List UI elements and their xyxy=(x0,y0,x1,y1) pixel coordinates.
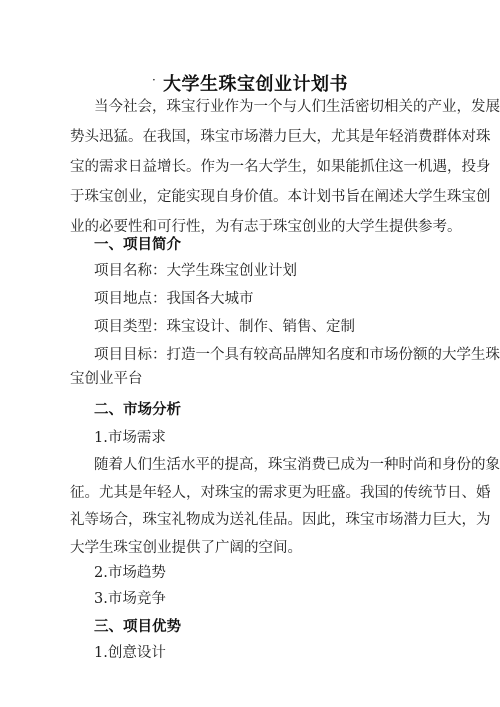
document-title: 大学生珠宝创业计划书 xyxy=(162,74,348,95)
project-location: 项目地点：我国各大城市 xyxy=(94,291,254,307)
market-demand-line-3: 礼等场合，珠宝礼物成为送礼佳品。因此，珠宝市场潜力巨大，为 xyxy=(70,512,491,528)
subheading-market-demand: 1.市场需求 xyxy=(94,430,166,446)
intro-line-1: 当今社会，珠宝行业作为一个与人们生活密切相关的产业，发展 xyxy=(94,99,500,115)
intro-line-3: 宝的需求日益增长。作为一名大学生，如果能抓住这一机遇，投身 xyxy=(70,159,491,175)
subheading-market-trend: 2.市场趋势 xyxy=(94,565,166,581)
market-demand-line-4: 大学生珠宝创业提供了广阔的空间。 xyxy=(70,540,302,556)
subheading-market-competition: 3.市场竞争 xyxy=(94,591,166,607)
project-goal-cont: 宝创业平台 xyxy=(70,371,143,387)
subheading-creative-design: 1.创意设计 xyxy=(94,645,166,661)
project-goal: 项目目标：打造一个具有较高品牌知名度和市场份额的大学生珠 xyxy=(94,347,500,363)
section-heading-1: 一、项目简介 xyxy=(94,237,181,253)
title-mark: · xyxy=(152,73,156,87)
intro-line-5: 业的必要性和可行性，为有志于珠宝创业的大学生提供参考。 xyxy=(70,219,462,235)
project-type: 项目类型：珠宝设计、制作、销售、定制 xyxy=(94,319,355,335)
section-heading-3: 三、项目优势 xyxy=(94,619,181,635)
market-demand-line-1: 随着人们生活水平的提高，珠宝消费已成为一种时尚和身份的象 xyxy=(94,457,500,473)
intro-line-2: 势头迅猛。在我国，珠宝市场潜力巨大，尤其是年轻消费群体对珠 xyxy=(70,129,491,145)
intro-line-4: 于珠宝创业，定能实现自身价值。本计划书旨在阐述大学生珠宝创 xyxy=(70,189,491,205)
market-demand-line-2: 征。尤其是年轻人，对珠宝的需求更为旺盛。我国的传统节日、婚 xyxy=(70,485,491,501)
section-heading-2: 二、市场分析 xyxy=(94,402,181,418)
project-name: 项目名称：大学生珠宝创业计划 xyxy=(94,263,297,279)
